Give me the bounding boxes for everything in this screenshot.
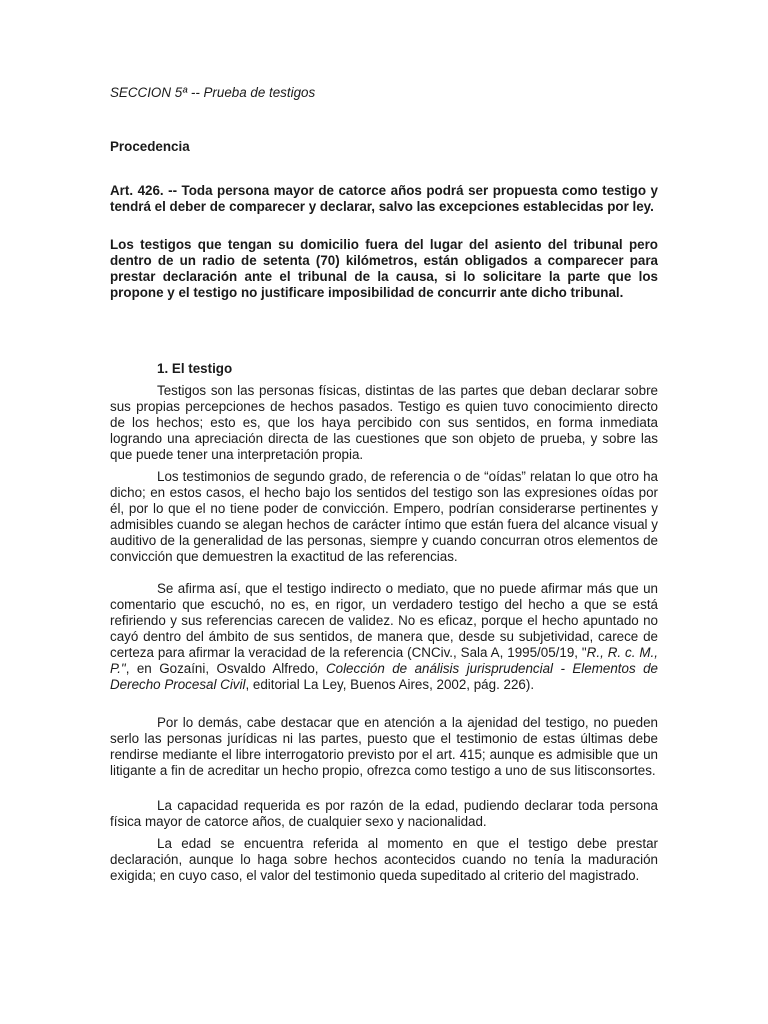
citation-text-1: Se afirma así, que el testigo indirecto o mediato, que no puede afirmar más que un comentario que escuchó, no es, en rigor, un verdadero testigo del hecho a que se está refiriendo y sus referencias carecen de validez. No es eficaz, porque el hecho apuntado no cayó dentro del ámbito de sus sentidos, de manera que, desde su subjetividad, carece de certeza para afirmar la veracidad de la referencia (CNCiv., Sala A, 1995/05/19, " (110, 581, 658, 660)
heading-procedencia: Procedencia (110, 139, 190, 154)
article-domicile-paragraph: Los testigos que tengan su domicilio fuera del lugar del asiento del tribunal pero dentro de un radio de setenta (70) kilómetros, están obligados a comparecer para prestar declaración ante el tribunal de la causa, si lo solicitare la parte que los propone y el testigo no justificare imposibilidad de concurrir ante dicho tribunal. (110, 237, 658, 300)
citation-text-2: , en Gozaíni, Osvaldo Alfredo, (125, 661, 326, 676)
paragraph-momento-edad: La edad se encuentra referida al momento en que el testigo debe prestar declaración, aunque lo haga sobre hechos acontecidos cuando no tenía la maduración exigida; en cuyo caso, el valor del testimonio queda supeditado al criterio del magistrado. (110, 836, 658, 883)
article-426-paragraph: Art. 426. -- Toda persona mayor de catorce años podrá ser propuesta como testigo y tendrá el deber de comparecer y declarar, salvo las excepciones establecidas por ley. (110, 183, 658, 214)
paragraph-testimonios-segundo-grado: Los testimonios de segundo grado, de referencia o de “oídas” relatan lo que otro ha dicho; en estos casos, el hecho bajo los sentidos del testigo son las expresiones oídas por él, por lo que el no tiene poder de convicción. Empero, podrían considerarse pertinentes y admisibles cuando se alegan hechos de carácter íntimo que están fuera del alcance visual y auditivo de la generalidad de las personas, siempre y cuando concurran otros elementos de convicción que demuestren la exactitud de las referencias. (110, 469, 658, 564)
subheading-el-testigo: 1. El testigo (157, 361, 233, 376)
case-name-italic: R., R. c. M., P." (110, 645, 658, 676)
section-title: SECCION 5ª -- Prueba de testigos (110, 85, 316, 100)
book-title-italic: Colección de análisis jurisprudencial - Elementos de Derecho Procesal Civil (110, 661, 658, 692)
paragraph-definicion-testigo: Testigos son las personas físicas, distintas de las partes que deban declarar sobre sus propias percepciones de hechos pasados. Testigo es quien tuvo conocimiento directo de los hechos; esto es, que los haya percibido con sus sentidos, en forma inmediata logrando una apreciación directa de las cuestiones que son objeto de prueba, y sobre las que puede tener una interpretación propia. (110, 383, 658, 462)
paragraph-ajenidad-testigo: Por lo demás, cabe destacar que en atención a la ajenidad del testigo, no pueden serlo las personas jurídicas ni las partes, puesto que el testimonio de estas últimas debe rendirse mediante el libre interrogatorio previsto por el art. 415; aunque es admisible que un litigante a fin de acreditar un hecho propio, ofrezca como testigo a uno de sus litisconsortes. (110, 715, 658, 778)
paragraph-capacidad-edad: La capacidad requerida es por razón de la edad, pudiendo declarar toda persona física mayor de catorce años, de cualquier sexo y nacionalidad. (110, 798, 658, 829)
paragraph-testigo-indirecto (110, 581, 658, 693)
citation-text-3: , editorial La Ley, Buenos Aires, 2002, pág. 226). (245, 677, 535, 692)
